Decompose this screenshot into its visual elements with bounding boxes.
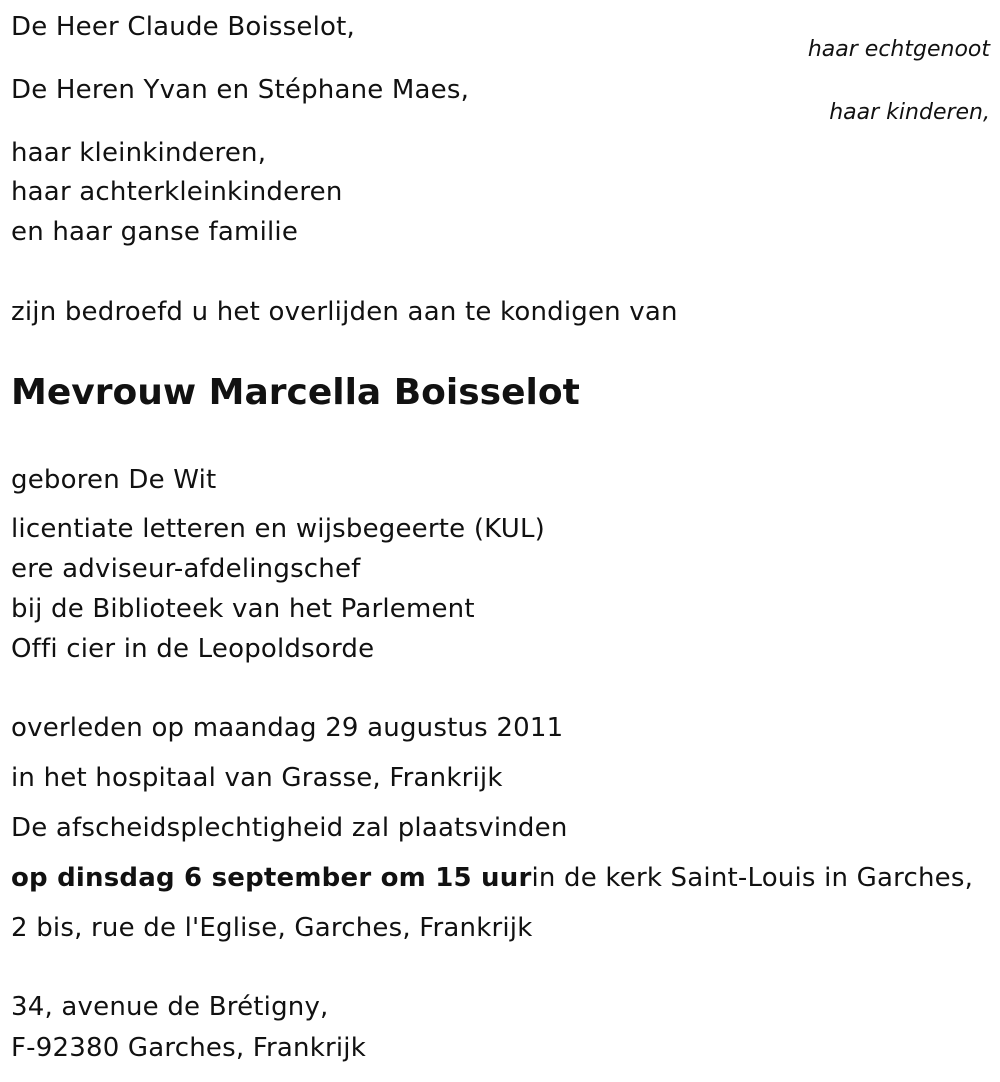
deceased-born: geboren De Wit — [11, 465, 217, 495]
family-great-grandchildren: haar achterkleinkinderen — [11, 177, 343, 207]
deceased-title: Offi cier in de Leopoldsorde — [11, 634, 375, 664]
deceased-title: bij de Biblioteek van het Parlement — [11, 594, 475, 624]
family-whole-family: en haar ganse familie — [11, 217, 299, 247]
family-husband-role: haar echtgenoot — [807, 37, 990, 62]
ceremony-datetime: op dinsdag 6 september om 15 uur — [11, 863, 532, 893]
family-grandchildren: haar kleinkinderen, — [11, 138, 267, 168]
family-sons: De Heren Yvan en Stéphane Maes, — [11, 75, 470, 105]
deceased-name: Mevrouw Marcella Boisselot — [11, 372, 580, 413]
ceremony-intro: De afscheidsplechtigheid zal plaatsvinden — [11, 813, 568, 843]
deceased-title: licentiate letteren en wijsbegeerte (KUL) — [11, 514, 545, 544]
ceremony-address: 2 bis, rue de l'Eglise, Garches, Frankrijk — [11, 913, 533, 943]
ceremony-location: in de kerk Saint-Louis in Garches, — [531, 863, 974, 893]
death-place: in het hospitaal van Grasse, Frankrijk — [11, 763, 503, 793]
death-date: overleden op maandag 29 augustus 2011 — [11, 713, 564, 743]
family-sons-role: haar kinderen, — [829, 100, 990, 125]
family-husband: De Heer Claude Boisselot, — [11, 12, 355, 42]
ceremony-line — [11, 863, 973, 893]
contact-street: 34, avenue de Brétigny, — [11, 992, 329, 1022]
announcement-text: zijn bedroefd u het overlijden aan te kondigen van — [11, 297, 678, 327]
contact-city: F-92380 Garches, Frankrijk — [11, 1033, 366, 1063]
deceased-title: ere adviseur-afdelingschef — [11, 554, 361, 584]
